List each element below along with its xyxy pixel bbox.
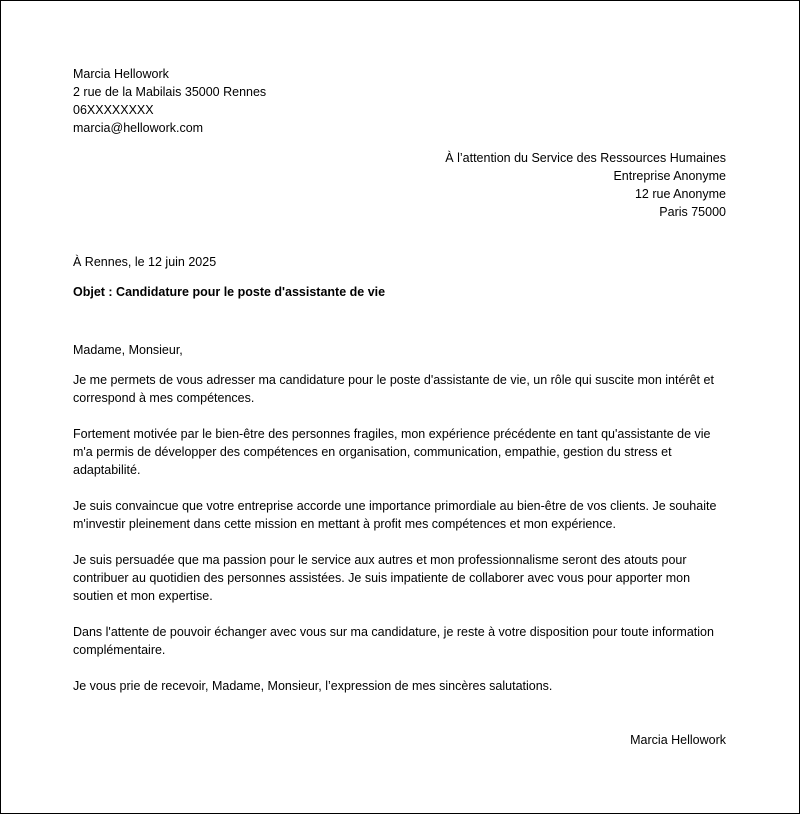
body-paragraph: Je suis persuadée que ma passion pour le service aux autres et mon professionnalisme seront des atouts pour contribuer au quotidien des personnes assistées. Je suis impatiente de collaborer avec vous pour apporter mon soutien et mon expertise. — [73, 553, 691, 603]
letter-subject: Objet : Candidature pour le poste d'assistante de vie — [73, 285, 386, 299]
letter-body — [73, 371, 721, 677]
recipient-company: Entreprise Anonyme — [613, 169, 726, 183]
recipient-block — [445, 149, 726, 221]
letter-date: À Rennes, le 12 juin 2025 — [73, 255, 217, 269]
sender-name: Marcia Hellowork — [73, 67, 169, 81]
letter-signature: Marcia Hellowork — [630, 733, 726, 747]
recipient-city: Paris 75000 — [659, 205, 726, 219]
body-paragraph: Je me permets de vous adresser ma candidature pour le poste d'assistante de vie, un rôle qui suscite mon intérêt et correspond à mes compétences. — [73, 373, 714, 405]
recipient-attention: À l’attention du Service des Ressources Humaines — [445, 151, 726, 165]
recipient-street: 12 rue Anonyme — [634, 187, 726, 201]
body-paragraph: Dans l'attente de pouvoir échanger avec vous sur ma candidature, je reste à votre disposition pour toute information complémentaire. — [73, 625, 714, 657]
sender-block — [73, 65, 266, 137]
sender-email: marcia@hellowork.com — [73, 121, 204, 135]
body-paragraph: Fortement motivée par le bien-être des personnes fragiles, mon expérience précédente en tant qu'assistante de vie m'a permis de développer des compétences en organisation, communication, empathie, gestion du stress et adaptabilité. — [73, 427, 711, 477]
body-paragraph: Je suis convaincue que votre entreprise accorde une importance primordiale au bien-être de vos clients. Je souhaite m'investir pleinement dans cette mission en mettant à profit mes compétences et mon expérience. — [73, 499, 717, 531]
sender-address: 2 rue de la Mabilais 35000 Rennes — [73, 85, 267, 99]
letter-closing: Je vous prie de recevoir, Madame, Monsieur, l’expression de mes sincères salutations. — [73, 679, 553, 693]
sender-phone: 06XXXXXXXX — [73, 103, 154, 117]
letter-salutation: Madame, Monsieur, — [73, 343, 183, 357]
